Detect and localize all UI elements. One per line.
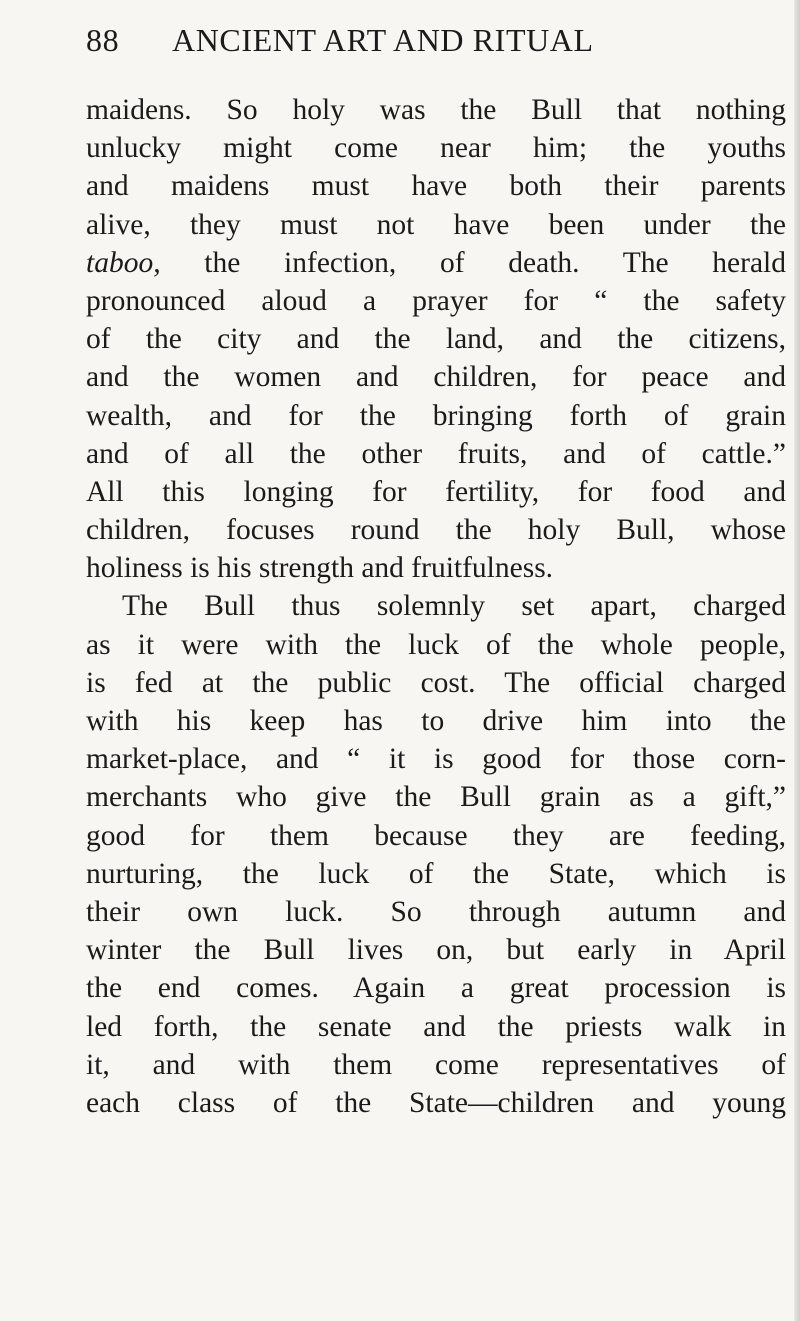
text-line: unlucky might come near him; the youths — [86, 132, 786, 165]
text-line: winter the Bull lives on, but early in April — [86, 934, 786, 967]
text-line: All this longing for fertility, for food and — [86, 475, 786, 508]
text-line: their own luck. So through autumn and — [86, 895, 786, 928]
text-line: nurturing, the luck of the State, which is — [86, 857, 786, 890]
text-line: it, and with them come representatives of — [86, 1048, 786, 1081]
text-line: holiness is his strength and fruitfulness. — [86, 552, 554, 585]
text-line: and the women and children, for peace and — [86, 361, 786, 394]
italic-term: taboo, — [86, 246, 161, 279]
text-line: merchants who give the Bull grain as a gift,” — [86, 781, 786, 814]
text-line: with his keep has to drive him into the — [86, 705, 786, 737]
text-line: alive, they must not have been under the — [86, 208, 786, 241]
text-line: market-place, and “ it is good for those corn- — [86, 743, 786, 776]
body-text — [86, 91, 786, 1122]
text-line — [86, 244, 786, 282]
text-line: maidens. So holy was the Bull that nothing — [86, 94, 786, 126]
text-line: led forth, the senate and the priests walk in — [86, 1010, 786, 1043]
text-line: children, focuses round the holy Bull, whose — [86, 514, 786, 547]
text-line: and of all the other fruits, and of cattle.” — [86, 437, 786, 470]
line-rest: the infection, of death. The herald — [160, 246, 786, 279]
text-line: and maidens must have both their parents — [86, 170, 786, 203]
running-head: ANCIENT ART AND RITUAL — [172, 22, 594, 58]
page-number: 88 — [86, 22, 120, 58]
page-header — [86, 22, 716, 72]
text-line: each class of the State—children and young — [86, 1086, 786, 1119]
page-edge — [794, 0, 800, 1321]
text-line: the end comes. Again a great procession is — [86, 972, 786, 1005]
text-line: of the city and the land, and the citizens, — [86, 323, 786, 356]
text-line: pronounced aloud a prayer for “ the safety — [86, 284, 786, 317]
text-line: good for them because they are feeding, — [86, 819, 786, 852]
text-line: is fed at the public cost. The official charged — [86, 666, 786, 699]
text-line: The Bull thus solemnly set apart, charged — [122, 590, 786, 623]
text-line: as it were with the luck of the whole people, — [86, 628, 786, 661]
text-line: wealth, and for the bringing forth of grain — [86, 399, 786, 432]
